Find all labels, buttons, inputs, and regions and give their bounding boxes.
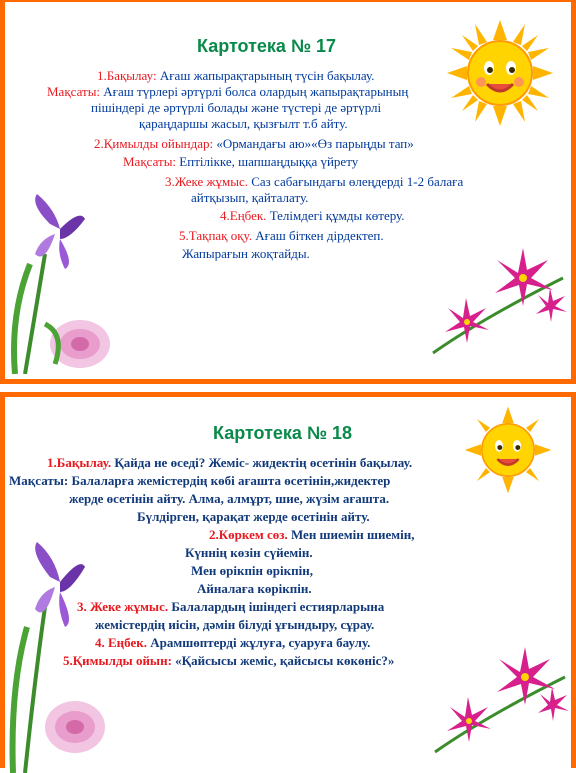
text-line: 5.Тақпақ оқу. Ағаш біткен дірдектеп. xyxy=(179,228,384,243)
card-title: Картотека № 17 xyxy=(197,36,337,56)
text-line: 1.Бақылау. Қайда не өседі? Жеміс- жидектің өсетінін бақылау. xyxy=(47,455,413,470)
iris-flower-icon xyxy=(5,194,125,374)
text-line: Бүлдірген, қарақат жерде өсетінін айту. xyxy=(137,509,370,524)
text-line: 1.Бақылау: Ағаш жапырақтарының түсін бақылау. xyxy=(97,68,375,83)
text-line: 3.Жеке жұмыс. Саз сабағындағы өлеңдерді 1-2 балаға xyxy=(165,174,464,189)
text-line: Мақсаты: Ептілікке, шапшаңдыққа үйрету xyxy=(123,154,359,169)
text-line: айтқызып, қайталату. xyxy=(191,190,309,205)
text-line: 5.Қимылды ойын: «Қайсысы жеміс, қайсысы көкөніс?» xyxy=(63,653,395,668)
card-18 xyxy=(0,392,576,768)
card-17 xyxy=(0,0,576,384)
text-line: 3. Жеке жұмыс. Балалардың ішіндегі естиярларына xyxy=(77,599,385,614)
text-line: жерде өсетінін айту. Алма, алмұрт, шие, жүзім ағашта. xyxy=(69,491,390,506)
pink-lily-icon xyxy=(423,238,573,358)
text-line: Айналаға көрікпін. xyxy=(197,581,312,596)
text-line: қараңдаршы жасыл, қызғылт т.б айту. xyxy=(139,116,348,131)
pink-lily-icon xyxy=(425,637,575,757)
card-title: Картотека № 18 xyxy=(213,423,353,443)
text-line: жемістердің иісін, дәмін білуді ұғындыру, сұрау. xyxy=(95,617,375,632)
text-line: Күннің көзін сүйемін. xyxy=(185,545,313,560)
text-line: пішіндері де әртүрлі болады және түстері де әртүрлі xyxy=(91,100,382,115)
sun-icon xyxy=(445,18,555,128)
text-line: 4. Еңбек. Арамшөптерді жұлуға, суаруға баулу. xyxy=(95,635,371,650)
text-line: Мақсаты: Ағаш түрлері әртүрлі болса олардың жапырақтарының xyxy=(47,84,409,99)
text-line: 4.Еңбек. Телімдегі құмды көтеру. xyxy=(220,208,405,223)
text-line: Мақсаты: Балаларға жемістердің көбі ағашта өсетінін,жидектер xyxy=(9,473,391,488)
text-line: 2.Көркем сөз. Мен шиемін шиемін, xyxy=(209,527,415,542)
text-line: 2.Қимылды ойындар: «Ормандағы аю»«Өз парыңды тап» xyxy=(94,136,414,151)
text-line: Мен өрікпін өрікпін, xyxy=(191,563,313,578)
sun-icon xyxy=(463,405,553,495)
text-line: Жапырағын жоқтайды. xyxy=(182,246,310,261)
iris-flower-icon xyxy=(5,537,115,773)
